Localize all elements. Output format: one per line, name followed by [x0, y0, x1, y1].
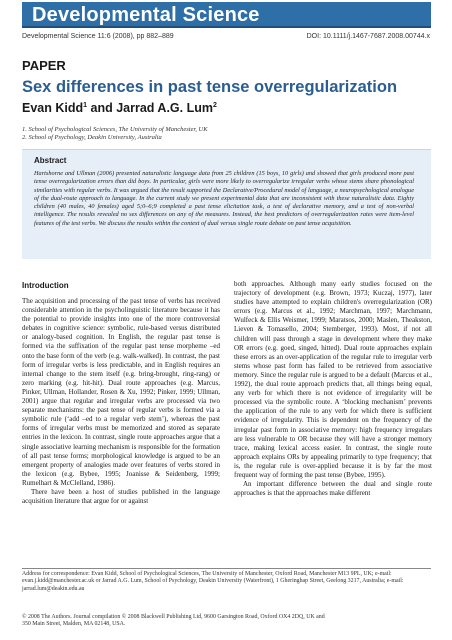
affiliation-1: 1. School of Psychological Sciences, The University of Manchester, UK [22, 126, 208, 133]
author-2-sup: 2 [213, 101, 217, 109]
copyright-notice [22, 614, 431, 629]
introduction-heading: Introduction [22, 281, 69, 290]
abstract-box [22, 149, 431, 259]
article-title: Sex differences in past tense overregularization [22, 78, 398, 96]
author-and: and [87, 101, 117, 115]
right-column [234, 280, 432, 498]
author-2: Jarrad A.G. Lum [116, 101, 213, 115]
left-column [22, 297, 220, 506]
authors [22, 101, 217, 115]
author-1-sup: 1 [83, 101, 88, 109]
abstract-heading: Abstract [34, 156, 67, 165]
copyright-line-1: © 2008 The Authors. Journal compilation © 2008 Blackwell Publishing Ltd, 9600 Garsington Road, Oxford OX4 2DQ, UK and [22, 614, 325, 620]
journal-title: Developmental Science [32, 4, 260, 26]
affiliation-2: 2. School of Psychology, Deakin University, Australia [22, 134, 162, 141]
paragraph: An important difference between the dual and single route approaches is that the approaches make different [234, 480, 432, 498]
footnote-divider [22, 568, 431, 569]
doi: DOI: 10.1111/j.1467-7687.2008.00744.x [306, 33, 430, 40]
paragraph: There have been a host of studies published in the language acquisition literature that argue for or against [22, 487, 220, 506]
section-label: PAPER [22, 58, 66, 73]
citation: Developmental Science 11:6 (2008), pp 882–889 [22, 33, 174, 40]
paragraph: both approaches. Although many early studies focused on the trajectory of development (e.g. Brown, 1973; Kuczaj, 1977), later studies have attempted to explain children's overregularization (OR) errors (e.g. Marcus et al., 1992; Marchman, 1997; Marchmann, Wulfeck & Ellis Weismer, 1999; Maratsos, 2000; Maslen, Theakston, Lieven & Tomasello, 2004; Stemberger, 1993). Most, if not all children will pass through a stage in development where they make OR errors (e.g. goed, singed, hitted). Dual route approaches explain these errors as an over-application of the regular rule to irregular verb stems whose past form has failed to be retrieved from associative memory. Since the regular rule is argued to be a default (Marcus et al., 1992), the dual route approach predicts that, all things being equal, any verb for which there is not evidence of irregularity will be processed via the symbolic route. A ‘blocking mechanism’ prevents the application of the rule to any verb for which there is sufficient evidence of irregularity. This is dependent on the frequency of the irregular past form in associative memory: high frequency irregulars are less vulnerable to OR because they will have a stronger memory trace, making lexical access easier. In contrast, the single route approach explains ORs by appealing primarily to type frequency; that is, the regular rule is over-applied because it is by far the most frequent way of forming the past tense (Bybee, 1995). [234, 280, 432, 479]
journal-banner [22, 2, 431, 28]
copyright-line-2: 350 Main Street, Malden, MA 02148, USA. [22, 621, 126, 628]
correspondence-footnote: Address for correspondence: Evan Kidd, School of Psychological Sciences, The University of Manchester, Oxford Road, Manchester M13 9PL, UK; e-mail: evan.j.kidd@manchester.ac.uk or Jarrad A.G. Lum, School of Psychology, Deakin University (Waterfront), 1 Gheringhap Street, Geelong 3217, Australia; e-mail: jarrad.lum@deakin.edu.au [22, 571, 404, 592]
abstract-text: Hartshorne and Ullman (2006) presented naturalistic language data from 25 children (15 boys, 10 girls) and showed that girls produced more past tense overregularization errors than did boys. In particular, girls were more likely to overregularize irregular verbs whose stems share phonological similarities with regular verbs. It was argued that the result supported the Declarative/Procedural model of language, a neuropsychological analogue of the dual-route approach to language. In the current study we present experimental data that are inconsistent with these naturalistic data. Eighty children (40 males, 40 females) aged 5;0–6;9 completed a past tense elicitation task, a test of declarative memory, and a test of non-verbal intelligence. The results revealed no sex differences on any of the measures. Instead, the best predictors of overregularization rates were item-level features of the test verbs. We discuss the results within the context of dual versus single route debate on past tense acquisition. [34, 170, 414, 227]
paragraph: The acquisition and processing of the past tense of verbs has received considerable attention in the psycholinguistic literature because it has the potential to provide insights into one of the more controversial debates in cognitive science: symbolic, rule-based versus distributed or analogy-based cognition. In English, the regular past tense is formed via the suffixation of the regular past tense morpheme –ed onto the base form of the verb (e.g. walk-walked). In contrast, the past form of irregular verbs is less predictable, and in English requires an internal change to the stem itself (e.g. bring-brought, ring-rang) or zero marking (e.g. hit-hit). Dual route approaches (e.g. Marcus, Pinker, Ullman, Hollander, Rosen & Xu, 1992; Pinker, 1999; Ullman, 2001) argue that regular and irregular verbs are processed via two separate mechanisms: the past tense of regular verbs is formed via a symbolic rule (‘add –ed to a regular verb stem’), whereas the past forms of irregular verbs must be memorized and stored as separate entries in the lexicon. In contrast, single route approaches argue that a single associative learning mechanism is responsible for the formation of all past tense forms; morphological knowledge is argued to be an emergent property of analogies made over features of verbs stored in the lexicon (e.g. Bybee, 1995; Joanisse & Seidenberg, 1999; Rumelhart & McClelland, 1986). [22, 297, 220, 487]
author-1: Evan Kidd [22, 101, 84, 115]
